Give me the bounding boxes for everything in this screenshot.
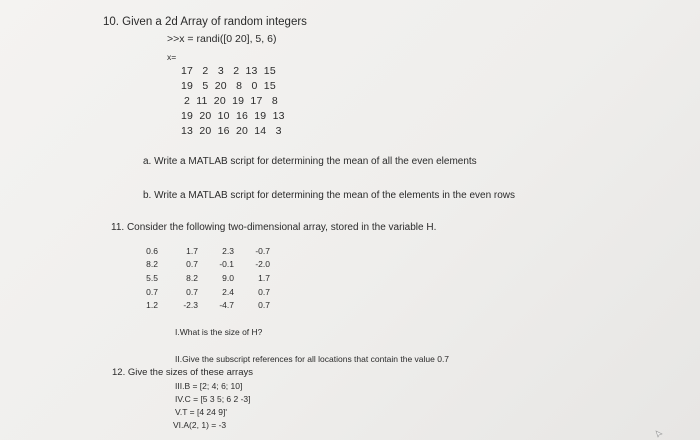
q12-part-vi: VI.A(2, 1) = -3 (173, 420, 227, 430)
h-cell: 8.2 (186, 273, 198, 283)
q12-part-iii: III.B = [2; 4; 6; 10] (175, 381, 243, 391)
matrix-row: 2 11 20 19 17 8 (184, 95, 278, 107)
matrix-row: 17 2 3 2 13 15 (181, 65, 276, 77)
h-cell: 0.6 (146, 246, 158, 256)
q12-part-iv: IV.C = [5 3 5; 6 2 -3] (175, 394, 251, 404)
h-cell: 0.7 (258, 287, 270, 297)
q12-part-v: V.T = [4 24 9]' (175, 407, 227, 417)
q11-part-ii: II.Give the subscript references for all locations that contain the value 0.7 (175, 354, 450, 364)
h-cell: 0.7 (186, 287, 198, 297)
h-cell: 9.0 (222, 273, 234, 283)
h-cell: 1.2 (146, 300, 158, 310)
h-cell: 0.7 (186, 259, 198, 269)
h-cell: -0.7 (255, 246, 270, 256)
h-cell: 0.7 (146, 287, 158, 297)
h-cell: 1.7 (258, 273, 270, 283)
matrix-row: 13 20 16 20 14 3 (181, 125, 282, 137)
q12-title: 12. Give the sizes of these arrays (112, 367, 253, 378)
q10-title: 10. Given a 2d Array of random integers (103, 16, 307, 28)
h-cell: 5.5 (146, 273, 158, 283)
h-cell: 8.2 (146, 259, 158, 269)
q10-command: >>x = randi([0 20], 5, 6) (167, 33, 277, 45)
h-cell: 2.3 (222, 246, 234, 256)
h-cell: -4.7 (219, 300, 234, 310)
h-cell: -0.1 (219, 259, 234, 269)
mouse-cursor-icon (655, 430, 663, 438)
h-cell: 1.7 (186, 246, 198, 256)
q11-part-i: I.What is the size of H? (175, 327, 263, 337)
h-cell: -2.0 (255, 259, 270, 269)
matrix-row: 19 20 10 16 19 13 (181, 110, 285, 122)
q10-part-b: b. Write a MATLAB script for determining the mean of the elements in the even rows (143, 190, 516, 201)
matrix-row: 19 5 20 8 0 15 (181, 80, 276, 92)
h-cell: 2.4 (222, 287, 234, 297)
q10-x-label: x= (167, 52, 177, 62)
q11-title: 11. Consider the following two-dimensional array, stored in the variable H. (111, 222, 437, 233)
q10-part-a: a. Write a MATLAB script for determining the mean of all the even elements (143, 156, 477, 167)
h-cell: 0.7 (258, 300, 270, 310)
h-cell: -2.3 (183, 300, 198, 310)
